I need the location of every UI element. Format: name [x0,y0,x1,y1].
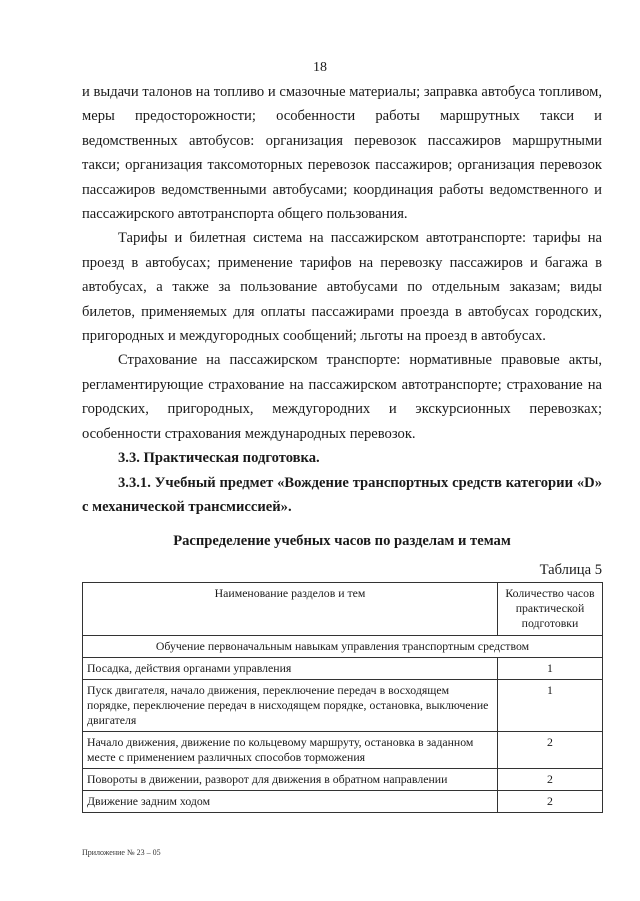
header-topic: Наименование разделов и тем [83,583,498,636]
section-heading: 3.3. Практическая подготовка. [118,450,320,467]
table-row [83,769,603,791]
page-number: 18 [313,60,327,75]
row-topic: Повороты в движении, разворот для движения в обратном направлении [83,769,498,791]
document-body [82,80,602,582]
page-footer: Приложение № 23 – 05 [82,848,161,857]
row-hours: 2 [498,791,603,813]
hours-table [82,582,603,813]
table-header-row [83,583,603,636]
table-row [83,732,603,769]
section-row-title: Обучение первоначальным навыкам управления транспортным средством [83,636,603,658]
row-hours: 1 [498,658,603,680]
table-section-row [83,636,603,658]
row-topic: Начало движения, движение по кольцевому маршруту, остановка в заданном месте с применением различных способов торможения [83,732,498,769]
table-row [83,680,603,732]
row-hours: 1 [498,680,603,732]
table-title: Распределение учебных часов по разделам и темам [173,533,511,550]
row-topic: Посадка, действия органами управления [83,658,498,680]
paragraph-tariffs: Тарифы и билетная система на пассажирском автотранспорте: тарифы на проезд в автобусах; применение тарифов на перевозку пассажиров и багажа в автобусах, а также за пользование автобусами по отдельным заказам; виды билетов, применяемых для оплаты пассажирами проезда в автобусах городских, пригородных и междугородных сообщений; льготы на проезд в автобусах. [82,230,602,345]
row-hours: 2 [498,732,603,769]
row-hours: 2 [498,769,603,791]
row-topic: Движение задним ходом [83,791,498,813]
table-row [83,791,603,813]
row-topic: Пуск двигателя, начало движения, переключение передач в восходящем порядке, переключение передач в нисходящем порядке, остановка, выключение двигателя [83,680,498,732]
paragraph-fuel: и выдачи талонов на топливо и смазочные материалы; заправка автобуса топливом, меры предосторожности; особенности работы маршрутных такси и ведомственных автобусов: организация перевозок пассажиров маршрутными такси; организация таксомоторных перевозок пассажиров; организация перевозок пассажиров ведомственными автобусами; координация работы ведомственного и пассажирского автотранспорта общего пользования. [82,84,602,223]
subsection-heading: 3.3.1. Учебный предмет «Вождение транспортных средств категории «D» с механической трансмиссией». [82,474,602,515]
table-label: Таблица 5 [539,561,602,578]
header-hours: Количество часов практической подготовки [498,583,603,636]
table-row [83,658,603,680]
paragraph-insurance: Страхование на пассажирском транспорте: нормативные правовые акты, регламентирующие страхование на пассажирском автотранспорте; страхование на городских, пригородных, междугородних и экскурсионных перевозках; особенности страхования международных перевозок. [82,352,602,442]
